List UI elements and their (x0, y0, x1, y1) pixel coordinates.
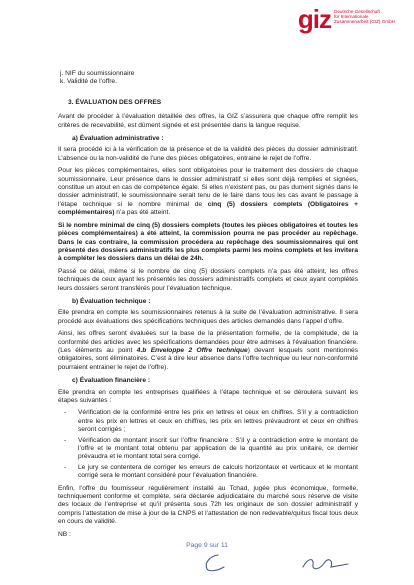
tech-p2-ref: 4.b Enveloppe 2 Offre technique (136, 346, 248, 354)
subsection-title-fin: c) Évaluation financière : (72, 377, 151, 385)
giz-logo (297, 4, 406, 34)
logo-line-2: für Internationale (334, 14, 369, 20)
tech-paragraph-1: Elle prendra en compte les soumissionnaires retenus à la suite de l’évaluation administrative. Il sera procédé aux évaluations des spécifications techniques des articles demandés dans l’appel d’offre. (58, 309, 358, 325)
subsection-title-tech: b) Évaluation technique : (72, 297, 151, 305)
section-intro: Avant de procéder à l’évaluation détaillée des offres, la GIZ s’assurera que chaque offre remplit les critères de recevabilité, est dûment signée et est présentée dans la langue requise. (58, 113, 358, 129)
logo-line-3: Zusammenarbeit (GIZ) GmbH (334, 19, 396, 25)
list-item-validity: k. Validité de l’offre. (60, 78, 117, 86)
page-number: Page 9 sur 11 (186, 542, 228, 549)
admin-p2-end: n’a pas été atteint. (114, 209, 171, 217)
admin-p2-bold: cinq (5) dossiers complets (Obligatoires + complémentaires) (58, 200, 358, 217)
subsection-title-admin: a) Évaluation administrative : (72, 135, 164, 143)
admin-paragraph-3: Si le nombre minimal de cinq (5) dossiers complets (toutes les pièces obligatoires et toutes les pièces complémentaires) a été atteint, la commission pourra ne pas procéder au repêchage. Dans le cas contraire, la commission procédera au repêchage des soumissionnaires qui ont présenté des dossiers administratifs les plus complets parmi les moins complets et les invitera à compléter les dossiers dans un délai de 24h. (58, 221, 358, 263)
tech-p2-start: Ainsi, les offres seront évaluées sur la base de la présentation formelle, de la complétude, de la conformité des articles avec les spécifications demandées pour être admises à l’évaluation financière. (Les éléments au point (58, 330, 358, 354)
document-body (58, 70, 358, 543)
giz-logo-mark: giz (297, 4, 331, 34)
initials-mark-1 (200, 552, 230, 574)
giz-logo-text (334, 9, 406, 25)
fin-step-1: - Vérification de la conformité entre les prix en lettres et ceux en chiffres. S’il y a contradiction entre les prix en lettres et ceux en chiffres, les prix en lettres prévaudront et ceux en chiffres seront corrigés ; (58, 409, 358, 434)
tech-p2-end: ) devant lesquels sont mentionnés obligatoires, sont éliminatoires. C’est à dire leur absence dans l’offre technique ou leur non-conformité pourraient entrainer le rejet de l’offre). (58, 346, 358, 371)
admin-p2-start: Pour les pièces complémentaires, elles sont obligatoires pour le traitement des dossiers de chaque soumissionnaire. Leur présence dans le dossier administratif si elles sont déjà remplies et signées, constitue un atout en cas de compétence égale. Si elles n’existent pas, ou pas dument signés dans le dossier administratif, le soumissionnaire serait tenu de le faire dans tous les cas avant le passage à l’étape technique si le nombre minimal de (58, 167, 358, 208)
initials-mark-2 (300, 552, 354, 574)
list-item-nif: j. NIF du soumissionnaire (60, 70, 135, 77)
fin-steps-list (58, 409, 358, 480)
fin-paragraph-2: Enfin, l’offre du fournisseur régulièrement installé au Tchad, jugée plus économique, formelle, techniquement conforme et complète, sera déclarée adjudicataire du marché sous réserve de visite des locaux de l’entreprise et qu’il présenta sous 72h les originaux de son dossier administratif y compris l’attestation de mise à jour de la CNPS et l’attestation de non redevable/quitus fiscal tous deux en cours de validité. (58, 484, 358, 526)
tech-paragraph-2 (58, 330, 358, 372)
fin-step-2: - Vérification de montant inscrit sur l’offre financière : S’il y a contradiction entre le montant de l’offre et le montant total obtenu par application de la quantité au prix unitaire, ce dernier prévaudra et le montant total sera corrigé. (58, 437, 358, 462)
admin-paragraph-2 (58, 167, 358, 217)
admin-paragraph-4: Passé ce délai, même si le nombre de cinq (5) dossiers complets n’a pas été atteint, les offres techniques de ceux ayant les présentés les dossiers administratifs complets et ceux ayant complétés leurs dossiers seront transférés pour l’évaluation technique. (58, 267, 358, 292)
section-title-evaluation: 3. ÉVALUATION DES OFFRES (68, 98, 162, 106)
admin-paragraph-1: Il sera procédé ici à la vérification de la présence et de la validité des pièces du dossier administratif. L’absence ou la non-validité de l’une des pièces obligatoires, entraine le rejet de l’offre. (58, 146, 358, 162)
fin-step-3: - Le jury se contentera de corriger les erreurs de calculs horizontaux et verticaux et le montant corrigé sera le montant considéré pour l’évaluation financière. (58, 464, 358, 481)
logo-line-1: Deutsche Gesellschaft (334, 9, 380, 14)
fin-paragraph-1: Elle prendra en compte les entreprises qualifiées à l’étape technique et se déroulera suivant les étapes suivantes : (58, 388, 358, 404)
nb-label: NB : (58, 530, 71, 538)
